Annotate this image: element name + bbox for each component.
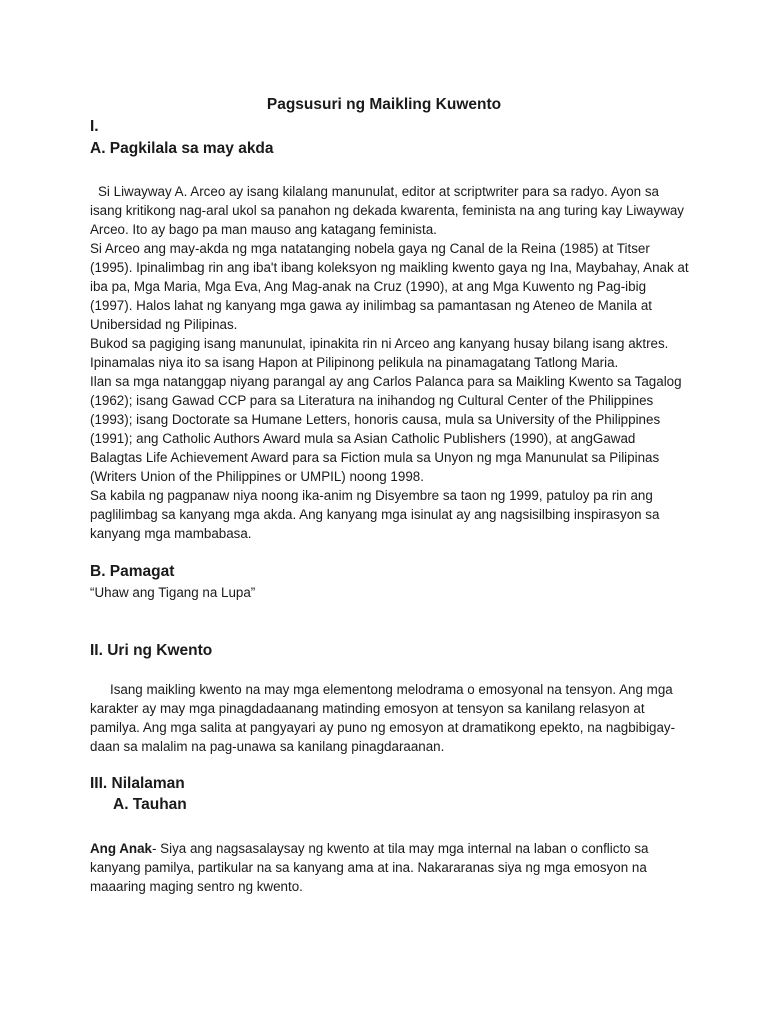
paragraph: Si Liwayway A. Arceo ay isang kilalang manunulat, editor at scriptwriter para sa radyo. Ayon sa isang kritikong nag-aral ukol sa panahon ng dekada kwarenta, feminista na ang turing kay Liwayway Arceo. Ito ay bago pa man mauso ang katagang feminista.: [90, 184, 685, 237]
section-iii-body: [90, 839, 690, 896]
section-a-heading: A. Pagkilala sa may akda: [90, 140, 274, 157]
story-title: “Uhaw ang Tigang na Lupa”: [90, 585, 256, 600]
paragraph: Sa kabila ng pagpanaw niya noong ika-anim ng Disyembre sa taon ng 1999, patuloy pa rin ang paglilimbag sa kanyang mga akda. Ang kanyang mga isinulat ay ang nagsisilbing inspirasyon sa kanyang mga mambabasa.: [90, 488, 660, 541]
section-iii-subheading: A. Tauhan: [113, 796, 187, 813]
section-iii-heading: III. Nilalaman: [90, 775, 185, 792]
paragraph: Si Arceo ang may-akda ng mga natatanging nobela gaya ng Canal de la Reina (1985) at Titser (1995). Ipinalimbag rin ang iba't ibang koleksyon ng maikling kwento gaya ng Ina, Maybahay, Anak at iba pa, Mga Maria, Mga Eva, Ang Mag-anak na Cruz (1990), at ang Mga Kuwento ng Pag-ibig (1997). Halos lahat ng kanyang mga gawa ay inilimbag sa pamantasan ng Ateneo de Manila at Unibersidad ng Pilipinas.: [90, 241, 689, 332]
paragraph: Ilan sa mga natanggap niyang parangal ay ang Carlos Palanca para sa Maikling Kwento sa Tagalog (1962); isang Gawad CCP para sa Literatura na inihandog ng Cultural Center of the Philippines (1993); isang Doctorate sa Humane Letters, honoris causa, mula sa University of the Philippines (1991); ang Catholic Authors Award mula sa Asian Catholic Publishers (1990), at angGawad Balagtas Life Achievement Award para sa Fiction mula sa Unyon ng mga Manunulat sa Pilipinas (Writers Union of the Philippines or UMPIL) noong 1998.: [90, 374, 682, 484]
character-label: Ang Anak: [90, 841, 152, 856]
paragraph: Isang maikling kwento na may mga elementong melodrama o emosyonal na tensyon. Ang mga karakter ay may mga pinagdadaanang matinding emosyon at tensyon sa kanilang relasyon at pamilya. Ang mga salita at pangyayari ay puno ng emosyon at dramatikong epekto, na nagbibigay-daan sa malalim na pag-unawa sa kanilang pinagdaraanan.: [90, 682, 676, 754]
section-ii-heading: II. Uri ng Kwento: [90, 642, 213, 659]
document-title: Pagsusuri ng Maikling Kuwento: [266, 96, 502, 113]
paragraph: [90, 839, 690, 896]
section-i-marker: I.: [90, 118, 99, 135]
section-ii-body: [90, 680, 690, 756]
paragraph: Bukod sa pagiging isang manunulat, ipinakita rin ni Arceo ang kanyang husay bilang isang aktres. Ipinamalas niya ito sa isang Hapon at Pilipinong pelikula na pinamagatang Tatlong Maria.: [90, 336, 669, 370]
section-b-body: [90, 583, 690, 602]
section-a-body: [90, 182, 690, 543]
section-b-heading: B. Pamagat: [90, 563, 175, 580]
character-description: - Siya ang nagsasalaysay ng kwento at tila may mga internal na laban o conflicto sa kanyang pamilya, partikular na sa kanyang ama at ina. Nakararanas siya ng mga emosyon na maaaring maging sentro ng kwento.: [90, 841, 649, 894]
